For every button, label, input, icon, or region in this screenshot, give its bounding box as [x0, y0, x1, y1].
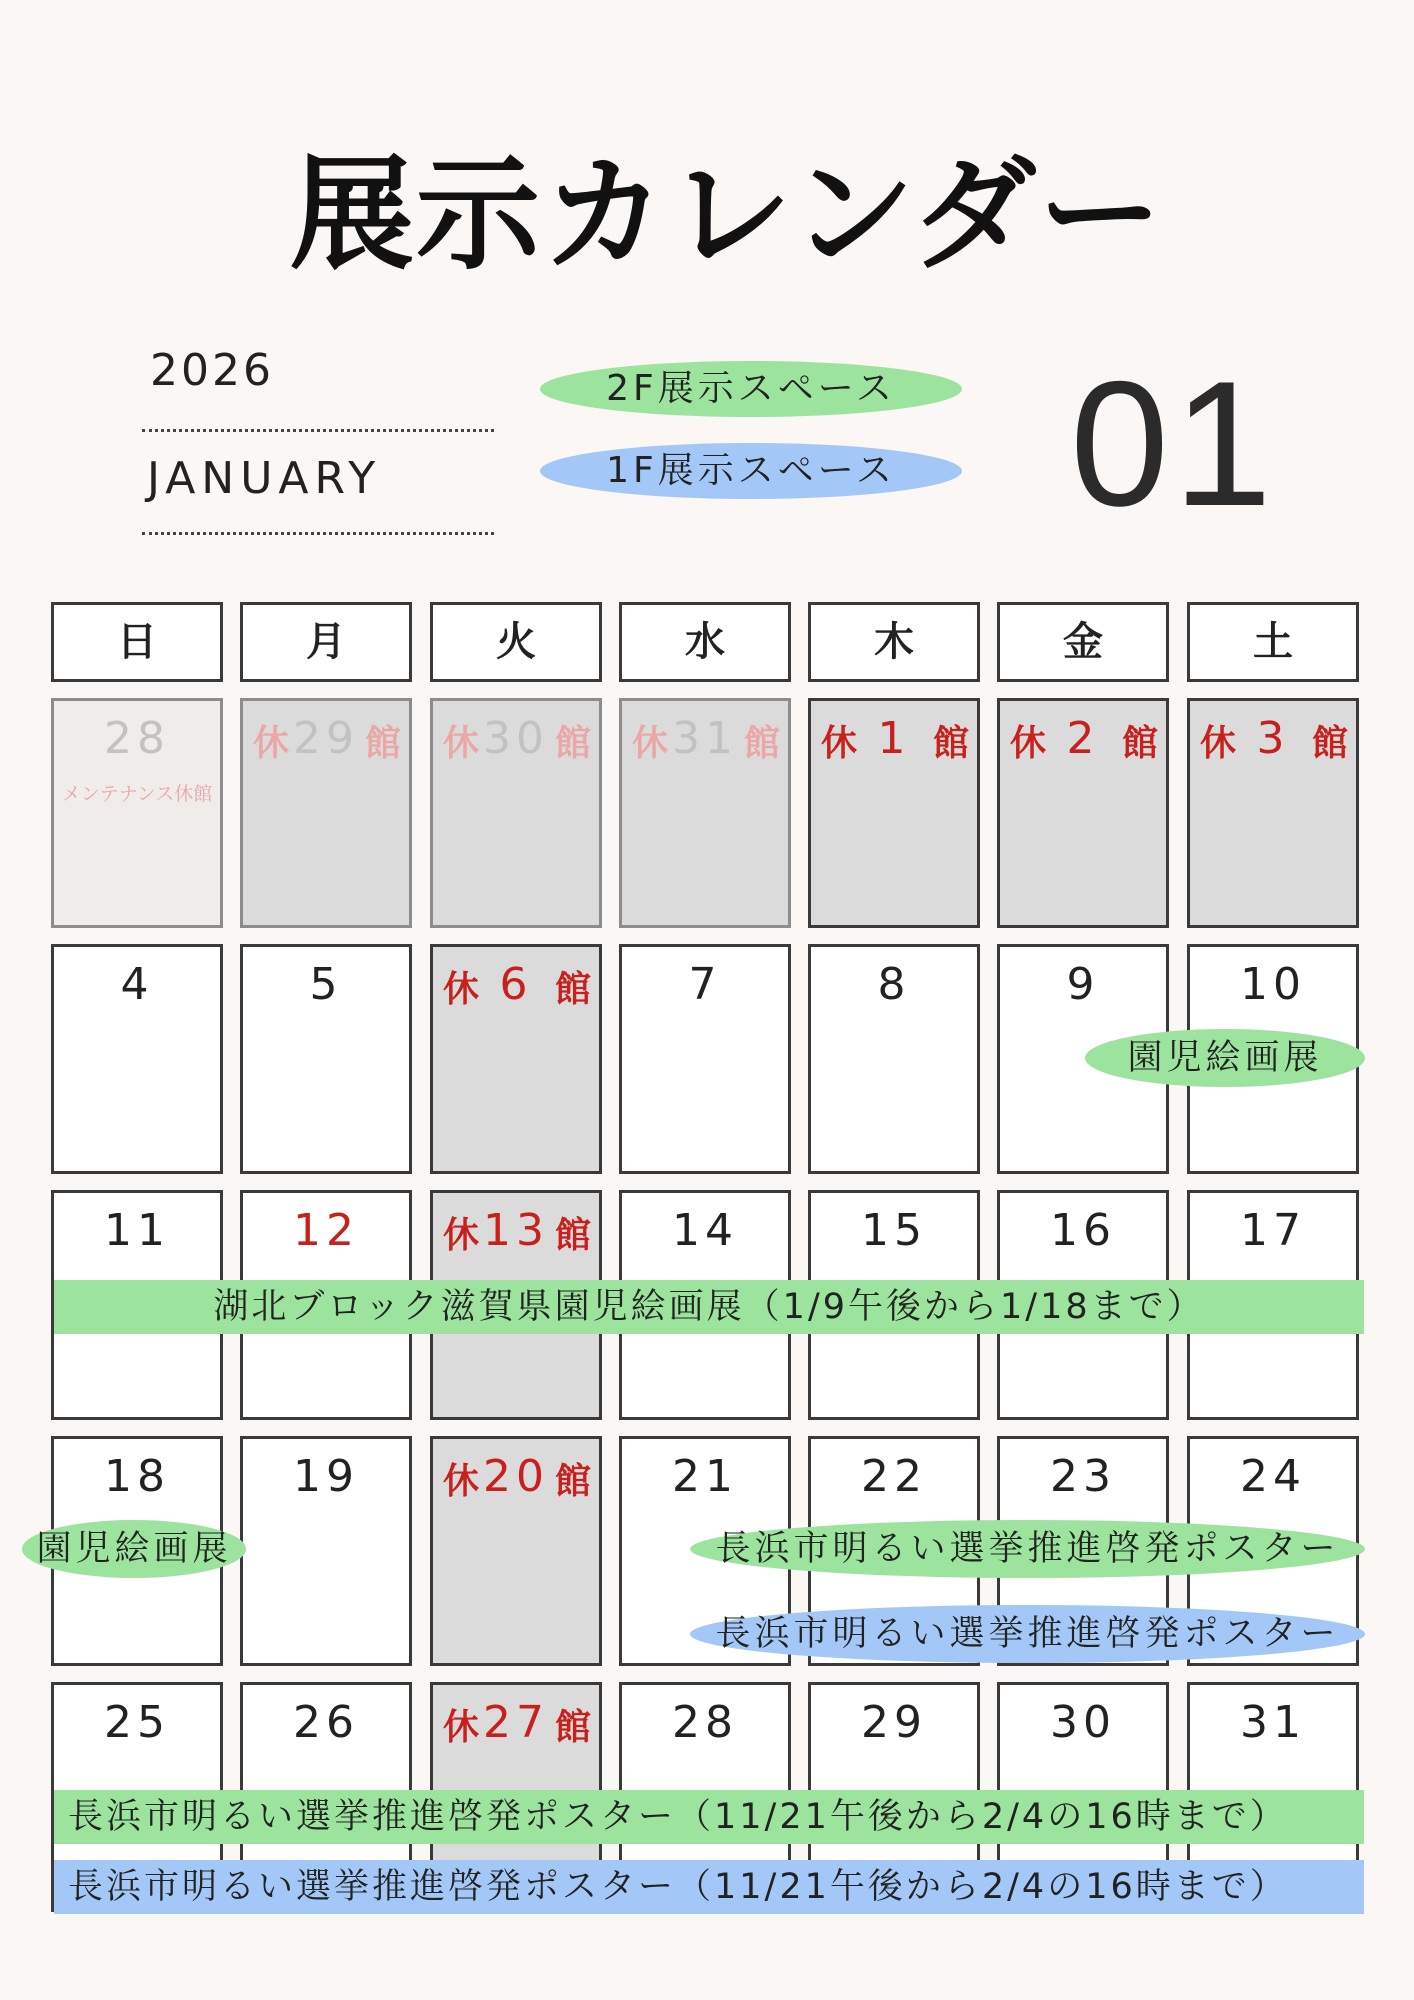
day-number: 10	[1240, 959, 1306, 1010]
day-number: 31	[672, 713, 738, 764]
day-number: 9	[1066, 959, 1100, 1010]
closed-mark-left: 休	[443, 1461, 480, 1502]
closed-mark-left: 休	[443, 723, 480, 764]
day-number: 7	[688, 959, 722, 1010]
closed-mark-right: 館	[554, 969, 591, 1010]
closed-mark-left: 休	[443, 1707, 480, 1748]
day-cell	[619, 944, 791, 1174]
day-number: 11	[104, 1205, 170, 1256]
day-cell	[808, 944, 980, 1174]
day-cell	[51, 698, 223, 928]
day-number: 16	[1050, 1205, 1116, 1256]
closed-mark-right: 館	[932, 723, 969, 764]
event-week4-2f: 長浜市明るい選挙推進啓発ポスター	[690, 1520, 1365, 1578]
day-cell	[808, 698, 980, 928]
legend-1f: 1F展示スペース	[540, 443, 962, 499]
closed-mark-left: 休	[821, 723, 858, 764]
closed-mark-right: 館	[1311, 723, 1348, 764]
day-number: 30	[483, 713, 549, 764]
weekday-mon: 月	[240, 602, 412, 682]
day-number: 31	[1240, 1697, 1306, 1748]
day-number: 24	[1240, 1451, 1306, 1502]
day-number: 3	[1256, 713, 1290, 764]
month-name: JANUARY	[147, 453, 382, 504]
closed-mark-left: 休	[1010, 723, 1047, 764]
closed-mark-left: 休	[632, 723, 669, 764]
day-number: 18	[104, 1451, 170, 1502]
event-week5-1f: 長浜市明るい選挙推進啓発ポスター（11/21午後から2/4の16時まで）	[54, 1860, 1364, 1914]
day-number: 30	[1050, 1697, 1116, 1748]
day-number: 26	[293, 1697, 359, 1748]
day-number: 23	[1050, 1451, 1116, 1502]
day-number: 13	[483, 1205, 549, 1256]
closed-mark-right: 館	[364, 723, 401, 764]
day-cell	[1187, 698, 1359, 928]
day-number: 22	[861, 1451, 927, 1502]
day-cell	[430, 944, 602, 1174]
day-cell	[51, 944, 223, 1174]
day-note: メンテナンス休館	[61, 783, 213, 805]
event-week5-2f: 長浜市明るい選挙推進啓発ポスター（11/21午後から2/4の16時まで）	[54, 1790, 1364, 1844]
day-cell	[430, 1436, 602, 1666]
day-number: 14	[672, 1205, 738, 1256]
closed-mark-left: 休	[443, 969, 480, 1010]
day-number: 27	[483, 1697, 549, 1748]
day-cell	[240, 1436, 412, 1666]
closed-mark-left: 休	[253, 723, 290, 764]
day-number: 29	[861, 1697, 927, 1748]
day-number: 25	[104, 1697, 170, 1748]
closed-mark-right: 館	[1121, 723, 1158, 764]
closed-mark-right: 館	[554, 1215, 591, 1256]
day-number: 20	[483, 1451, 549, 1502]
month-number: 01	[1070, 344, 1276, 543]
day-cell	[997, 698, 1169, 928]
day-cell	[430, 698, 602, 928]
closed-mark-right: 館	[554, 1707, 591, 1748]
weekday-fri: 金	[997, 602, 1169, 682]
divider-bottom	[142, 532, 494, 535]
closed-mark-right: 館	[554, 1461, 591, 1502]
day-number: 1	[877, 713, 911, 764]
closed-mark-left: 休	[443, 1215, 480, 1256]
weekday-wed: 水	[619, 602, 791, 682]
day-cell	[619, 698, 791, 928]
day-number: 8	[877, 959, 911, 1010]
day-number: 6	[499, 959, 533, 1010]
closed-mark-left: 休	[1200, 723, 1237, 764]
page-title: 展示カレンダー	[290, 143, 1164, 287]
day-number: 4	[120, 959, 154, 1010]
weekday-tue: 火	[430, 602, 602, 682]
day-number: 17	[1240, 1205, 1306, 1256]
day-cell	[240, 698, 412, 928]
day-number: 21	[672, 1451, 738, 1502]
weekday-thu: 木	[808, 602, 980, 682]
legend-2f: 2F展示スペース	[540, 361, 962, 417]
day-number: 12	[293, 1205, 359, 1256]
divider-top	[142, 429, 494, 432]
day-number: 19	[293, 1451, 359, 1502]
year-label: 2026	[150, 345, 274, 396]
event-week3-2f: 湖北ブロック滋賀県園児絵画展（1/9午後から1/18まで）	[54, 1280, 1364, 1334]
day-number: 28	[672, 1697, 738, 1748]
day-number: 15	[861, 1205, 927, 1256]
day-number: 28	[104, 713, 170, 764]
closed-mark-right: 館	[554, 723, 591, 764]
day-cell	[240, 944, 412, 1174]
closed-mark-right: 館	[743, 723, 780, 764]
day-number: 5	[309, 959, 343, 1010]
day-number: 29	[293, 713, 359, 764]
event-week4-1f: 長浜市明るい選挙推進啓発ポスター	[690, 1605, 1365, 1663]
weekday-sat: 土	[1187, 602, 1359, 682]
day-number: 2	[1066, 713, 1100, 764]
event-sat10-2f: 園児絵画展	[1085, 1029, 1365, 1087]
weekday-sun: 日	[51, 602, 223, 682]
event-sun18-2f: 園児絵画展	[22, 1520, 246, 1578]
